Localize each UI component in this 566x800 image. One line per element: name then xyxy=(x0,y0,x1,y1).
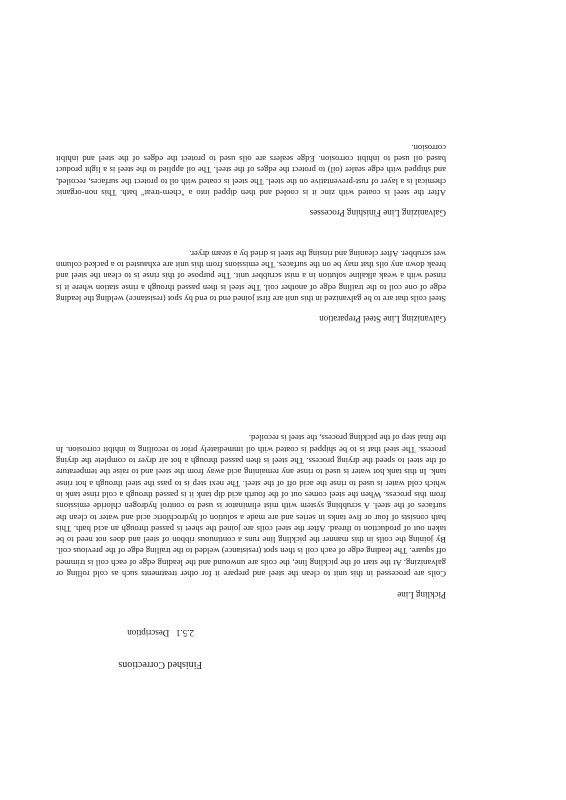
galvanizing-prep-paragraph: Steel coils that are to be galvanized in this unit are first joined end to end by spot (resistance) welding the leading edge of one coil to the trailing edge of another coil. The steel is then passed through a rinse station where it is rinsed with a weak alkaline solution in a mist scrubber unit. The purpose of this rinse is to clean the steel and break down any oils that may be on the surfaces. The emissions from this unit are exhausted to a packed column wet scrubber. After cleaning and rinsing the steel is dried by a steam dryer. xyxy=(56,248,446,304)
section-number: 2.5.1 xyxy=(176,628,194,638)
pickling-line-heading: Pickling Line xyxy=(397,590,446,600)
galvanizing-finishing-heading: Galvanizing Line Finishing Processes xyxy=(309,208,446,218)
galvanizing-finishing-paragraph: After the steel is coated with zinc it is cooled and then dipped into a "chem-treat" bath. This non-organic chemical is a layer of rust-preventative on the steel. The steel is coated with oil to protect the surfaces, recoiled, and shipped with edge sealer (oil) to protect the edges of the steel. The oil applied to the steel is a light product based oil used to inhibit corrosion. Edge sealers are oils used to protect the edges of the steel and inhibit corrosion. xyxy=(56,142,446,198)
section-title: Description xyxy=(127,628,170,638)
pickling-line-paragraph: Coils are processed in this unit to clean the steel and prepare it for other treatments such as cold rolling or galvanizing. At the start of the pickling line, the coils are unwound and the leading edge of each coil is trimmed off square. The leading edge of each coil is then spot (resistance) welded to the trailing edge of the previous coil. By joining the coils in this manner the pickling line runs a continuous ribbon of steel and does not need to be taken out of production to thread. After the steel coils are joined the sheet is passed through an acid bath. This bath consists of four or five tanks in series and are made a solution of hydrochloric acid and water to clean the surfaces of the steel. A scrubbing system with mist eliminator is used to control hydrogen chloride emissions from this process. When the steel comes out of the fourth acid dip tank it is passed through a cold rinse tank in which cold water is used to rinse the acid off of the steel. The next step is to pass the steel through a hot rinse tank. In this tank hot water is used to rinse any remaining acid away from the steel and to raise the temperature of the steel to speed the drying process. The steel is then passed through a hot air dryer to complete the drying process. The steel that is to be shipped is coated with oil immediately prior to recoiling to inhibit corrosion. In the final step of the pickling process, the steel is recoiled. xyxy=(56,433,446,579)
page-heading: Finished Corrections xyxy=(118,659,202,670)
section-heading xyxy=(0,627,194,638)
galvanizing-prep-heading: Galvanizing Line Steel Preparation xyxy=(319,314,446,324)
